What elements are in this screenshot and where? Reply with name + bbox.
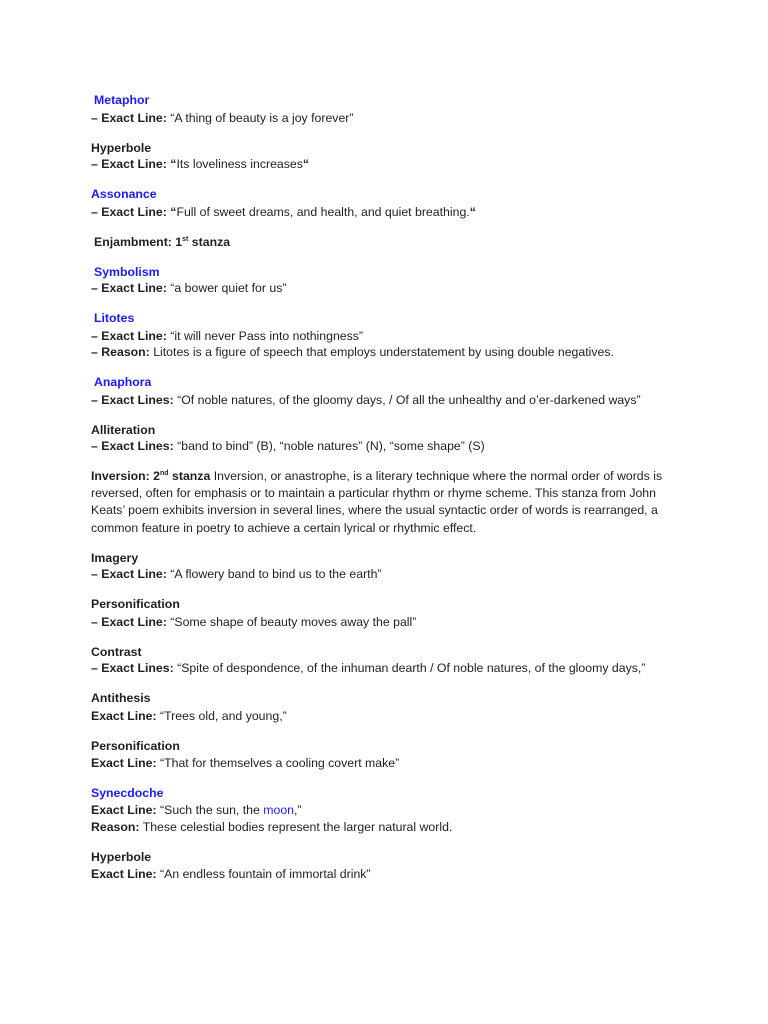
reason-synecdoche: Reason: These celestial bodies represent the larger natural world. [91, 820, 453, 834]
heading-alliteration: Alliteration [91, 423, 156, 437]
exact-line-litotes: – Exact Line: “it will never Pass into nothingness” [91, 329, 364, 343]
exact-line-hyperbole-2: Exact Line: “An endless fountain of immortal drink” [91, 867, 371, 881]
heading-personification-1: Personification [91, 597, 180, 611]
exact-lines-alliteration: – Exact Lines: “band to bind” (B), “noble natures” (N), “some shape” (S) [91, 439, 485, 453]
exact-line-metaphor: – Exact Line: “A thing of beauty is a joy forever” [91, 111, 354, 125]
heading-metaphor: Metaphor [94, 93, 150, 107]
heading-hyperbole: Hyperbole [91, 141, 152, 155]
heading-antithesis: Antithesis [91, 691, 151, 705]
heading-hyperbole-2: Hyperbole [91, 850, 152, 864]
exact-line-personification-2: Exact Line: “That for themselves a cooling covert make” [91, 756, 400, 770]
exact-lines-anaphora: – Exact Lines: “Of noble natures, of the gloomy days, / Of all the unhealthy and o’er-darkened ways” [91, 393, 641, 407]
exact-line-symbolism: – Exact Line: “a bower quiet for us” [91, 281, 287, 295]
inversion-paragraph: Inversion: 2nd stanza Inversion, or anastrophe, is a literary technique where the normal order of words is reversed, often for emphasis or to maintain a particular rhythm or rhyme scheme. This stanza from John Keats’ poem exhibits inversion in several lines, where the usual syntactic order of words is rearranged, a common feature in poetry to achieve a certain lyrical or rhythmic effect. [91, 469, 663, 535]
heading-enjambment: Enjambment: 1st stanza [94, 235, 231, 249]
heading-anaphora: Anaphora [94, 375, 152, 389]
heading-personification-2: Personification [91, 739, 180, 753]
exact-line-personification-1: – Exact Line: “Some shape of beauty moves away the pall” [91, 615, 417, 629]
exact-line-antithesis: Exact Line: “Trees old, and young,” [91, 709, 287, 723]
reason-litotes: – Reason: Litotes is a figure of speech that employs understatement by using double negatives. [91, 345, 614, 359]
exact-line-synecdoche: Exact Line: “Such the sun, the moon,” [91, 803, 302, 817]
exact-line-hyperbole: – Exact Line: “Its loveliness increases“ [91, 157, 310, 171]
heading-synecdoche: Synecdoche [91, 786, 164, 800]
heading-contrast: Contrast [91, 645, 142, 659]
heading-assonance: Assonance [91, 187, 157, 201]
heading-litotes: Litotes [94, 311, 135, 325]
exact-line-assonance: – Exact Line: “Full of sweet dreams, and health, and quiet breathing.“ [91, 205, 476, 219]
exact-lines-contrast: – Exact Lines: “Spite of despondence, of the inhuman dearth / Of noble natures, of the gloomy days,” [91, 661, 646, 675]
heading-imagery: Imagery [91, 551, 139, 565]
exact-line-imagery: – Exact Line: “A flowery band to bind us to the earth” [91, 567, 382, 581]
heading-symbolism: Symbolism [94, 265, 160, 279]
moon-link[interactable]: moon [263, 803, 295, 817]
